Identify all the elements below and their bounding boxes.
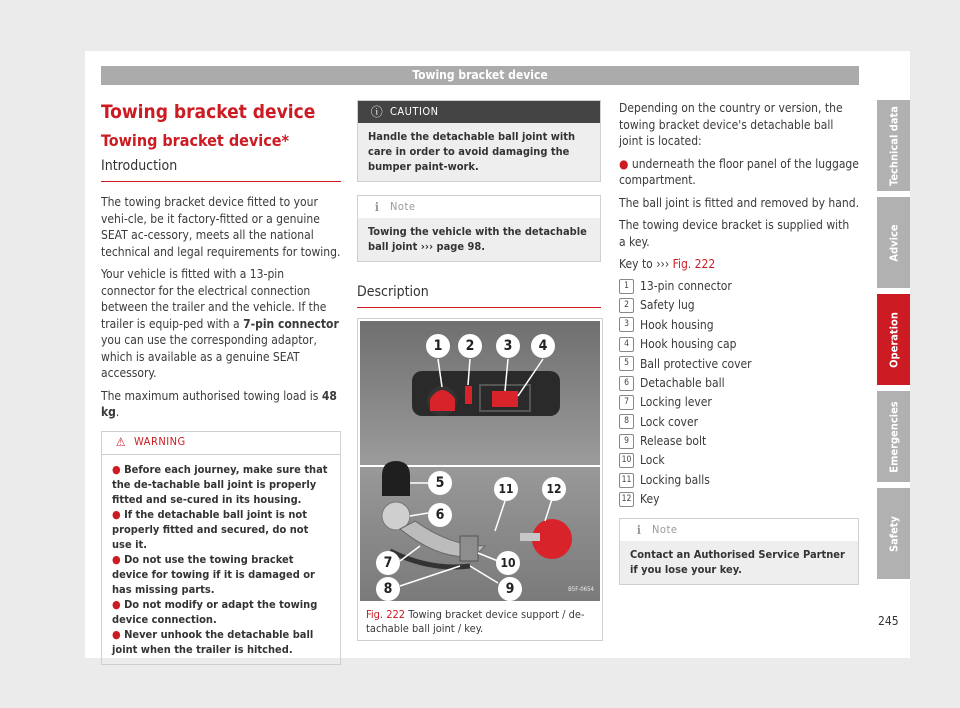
callout-7: 7 <box>376 551 400 575</box>
tab-technical-data[interactable]: Technical data <box>877 100 910 191</box>
towing-device-illustration <box>360 321 600 601</box>
caution-box <box>357 100 601 182</box>
legend-item: 10 Lock <box>619 451 859 470</box>
legend-item: 7 Locking lever <box>619 393 859 412</box>
warning-body <box>102 455 340 664</box>
location-bullet: ● underneath the floor panel of the luggage compartment. <box>619 156 859 187</box>
key-supplied-paragraph: The towing device bracket is supplied with a key. <box>619 218 850 249</box>
column-left <box>101 100 341 665</box>
location-paragraph: Depending on the country or version, the towing bracket device's detachable ball joint is located: <box>619 101 843 148</box>
caution-body: Handle the detachable ball joint with care in order to avoid damaging the bumper paint-work. <box>358 123 600 181</box>
towing-load-paragraph: The maximum authorised towing load is 48 kg. <box>101 388 337 419</box>
legend-item: 1 13-pin connector <box>619 277 859 296</box>
callout-11: 11 <box>494 477 518 501</box>
legend-item: 5 Ball protective cover <box>619 354 859 373</box>
legend-item: 9 Release bolt <box>619 432 859 451</box>
warning-item: ● If the detachable ball joint is not properly fitted and secured, do not use it. <box>112 507 309 551</box>
note-box-key <box>619 518 859 585</box>
callout-5: 5 <box>428 471 452 495</box>
legend-list <box>619 277 859 510</box>
section-heading-introduction: Introduction <box>101 156 341 182</box>
tab-safety[interactable]: Safety <box>877 488 910 579</box>
tab-advice[interactable]: Advice <box>877 197 910 288</box>
tab-emergencies[interactable]: Emergencies <box>877 391 910 482</box>
warning-item: ● Before each journey, make sure that the de-tachable ball joint is properly fitted and se-cured in its housing. <box>112 462 328 506</box>
legend-item: 4 Hook housing cap <box>619 335 859 354</box>
legend-item: 6 Detachable ball <box>619 373 859 392</box>
chapter-tabs <box>877 100 910 585</box>
tab-operation[interactable]: Operation <box>877 294 910 385</box>
callout-9: 9 <box>498 577 522 601</box>
note-body: Towing the vehicle with the detachable ball joint ››› page 98. <box>358 218 600 261</box>
note-box <box>357 195 601 262</box>
running-header: Towing bracket device <box>101 66 859 85</box>
note-header: ℹ Note <box>358 196 600 218</box>
figure-code: B5F-0654 <box>568 585 594 593</box>
callout-3: 3 <box>496 334 520 358</box>
callout-1: 1 <box>426 334 450 358</box>
legend-item: 2 Safety lug <box>619 296 859 315</box>
legend-item: 12 Key <box>619 490 859 509</box>
info-icon: ℹ <box>636 522 642 537</box>
warning-triangle-icon: ⚠ <box>115 435 127 450</box>
page-reference-link[interactable]: page 98 <box>436 240 482 253</box>
legend-item: 3 Hook housing <box>619 315 859 334</box>
warning-box <box>101 431 341 665</box>
note-header: ℹ Note <box>620 519 858 541</box>
warning-header: ⚠ WARNING <box>102 432 340 455</box>
warning-item: ● Never unhook the detachable ball joint when the trailer is hitched. <box>112 627 314 656</box>
column-right <box>619 100 859 585</box>
fitting-paragraph: The ball joint is fitted and removed by hand. <box>619 195 860 210</box>
page-number: 245 <box>878 614 899 628</box>
callout-4: 4 <box>531 334 555 358</box>
legend-item: 8 Lock cover <box>619 412 859 431</box>
connector-paragraph: Your vehicle is fitted with a 13-pin connector for the electrical connection between the trailer and the vehicle. If the trailer is equip-ped with a 7-pin connector you can use the corresponding adaptor, which is available as a genuine SEAT accessory. <box>101 267 339 380</box>
intro-paragraph: The towing bracket device fitted to your vehi-cle, be it factory-fitted or a genuine SEAT ac-cessory, meets all the national technical and legal requirements for towing. <box>101 195 341 259</box>
warning-item: ● Do not use the towing bracket device for towing if it is damaged or has missing parts. <box>112 552 315 596</box>
column-middle <box>357 100 601 641</box>
figure-caption: Fig. 222 Towing bracket device support / de-tachable ball joint / key. <box>366 608 585 635</box>
info-icon: ℹ <box>374 199 380 214</box>
key-to-figure: Key to ››› Fig. 222 <box>619 257 716 271</box>
callout-6: 6 <box>428 503 452 527</box>
callout-2: 2 <box>458 334 482 358</box>
callout-12: 12 <box>542 477 566 501</box>
caution-header: ⓘ CAUTION <box>358 101 600 123</box>
chapter-subtitle: Towing bracket device* <box>101 131 290 150</box>
chapter-title: Towing bracket device <box>101 101 316 123</box>
warning-item: ● Do not modify or adapt the towing device connection. <box>112 597 318 626</box>
callout-8: 8 <box>376 577 400 601</box>
section-heading-description: Description <box>357 282 601 308</box>
figure-222 <box>357 318 603 641</box>
figure-reference-link[interactable]: Fig. 222 <box>672 257 716 271</box>
legend-item: 11 Locking balls <box>619 470 859 489</box>
note-body: Contact an Authorised Service Partner if you lose your key. <box>620 541 858 584</box>
caution-circle-icon: ⓘ <box>370 104 384 119</box>
callout-10: 10 <box>496 551 520 575</box>
